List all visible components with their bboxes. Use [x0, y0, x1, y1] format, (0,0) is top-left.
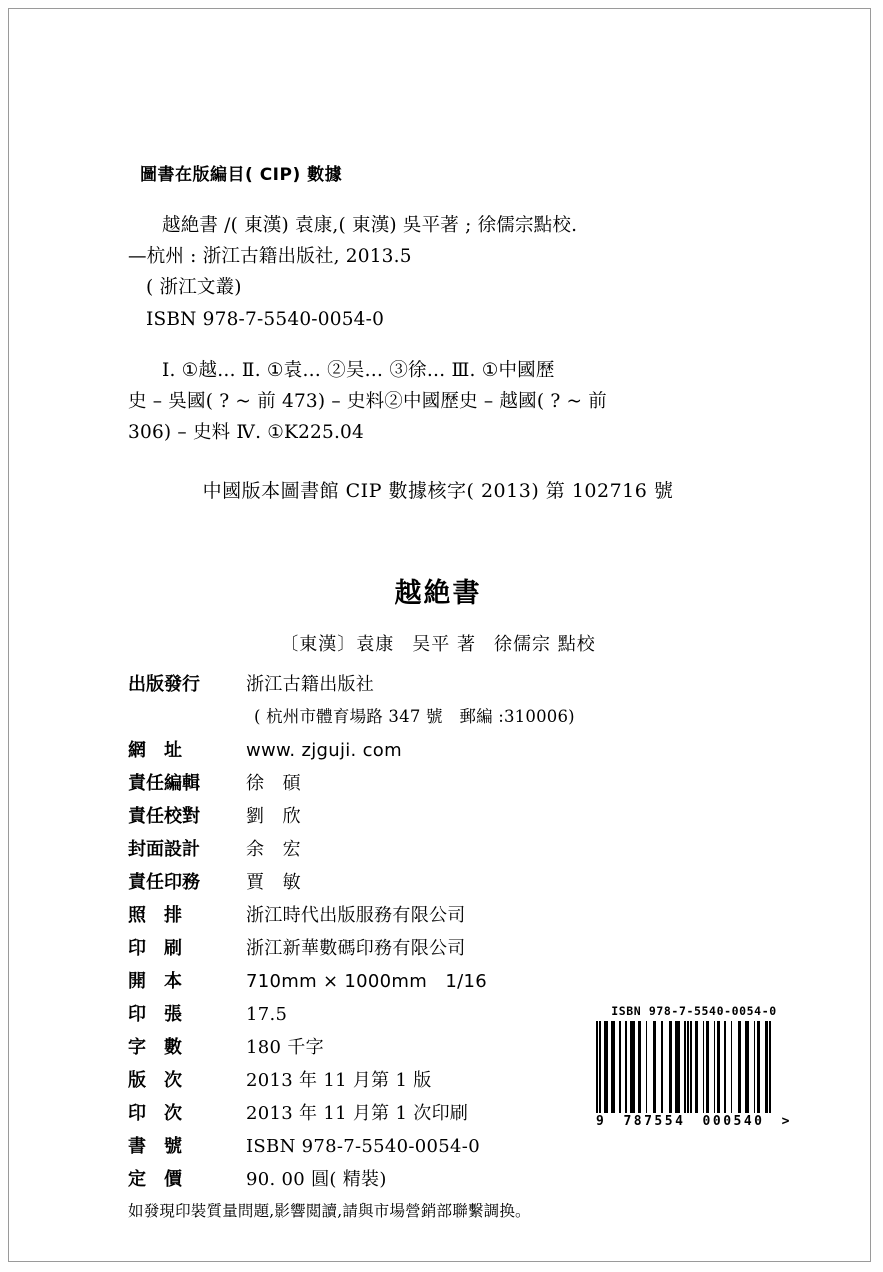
colophon-row-printing: [128, 934, 748, 960]
colophon-label: 版 次: [128, 1069, 182, 1091]
colophon-value: 浙江古籍出版社: [246, 673, 375, 695]
colophon-list: [128, 670, 748, 1221]
colophon-value: 2013 年 11 月第 1 次印刷: [246, 1102, 469, 1124]
colophon-row-format: [128, 967, 748, 993]
colophon-row-price: [128, 1165, 748, 1191]
author-name-2: 吴平: [412, 633, 451, 655]
colophon-value: www. zjguji. com: [246, 739, 402, 761]
colophon-value: 710mm × 1000mm 1/16: [246, 970, 487, 992]
barcode: [596, 1004, 792, 1129]
quality-note: 如發現印裝質量問題,影響閲讀,請與市場營銷部聯繫調换。: [128, 1201, 531, 1220]
colophon-value: 90. 00 圓( 精裝): [246, 1168, 387, 1190]
colophon-label: 出版發行: [128, 673, 200, 695]
cip-index-line-2: 史 – 吳國( ? ~ 前 473) – 史料②中國歷史 – 越國( ? ~ 前: [128, 391, 608, 413]
colophon-row-website: [128, 736, 748, 762]
colophon-row-publisher: [128, 670, 748, 696]
cip-registry-number: 中國版本圖書館 CIP 數據核字( 2013) 第 102716 號: [202, 479, 674, 502]
colophon-label: 印 次: [128, 1102, 182, 1124]
colophon-row-editor: [128, 769, 748, 795]
colophon-value: 浙江新華數碼印務有限公司: [246, 937, 466, 959]
colophon-value: 余 宏: [246, 838, 301, 860]
book-title: 越絶書: [394, 577, 482, 609]
colophon-row-isbn: [128, 1132, 748, 1158]
barcode-bars: [596, 1021, 792, 1113]
colophon-row-production: [128, 868, 748, 894]
colophon-value: 180 千字: [246, 1036, 324, 1058]
publisher-address: ( 杭州市體育場路 347 號 郵編 :310006): [254, 706, 575, 726]
colophon-row-cover-design: [128, 835, 748, 861]
colophon-label: 封面設計: [128, 838, 200, 860]
barcode-isbn-text: ISBN 978-7-5540-0054-0: [611, 1004, 777, 1018]
cip-line-4: ISBN 978-7-5540-0054-0: [146, 308, 385, 330]
colophon-label: 字 數: [128, 1036, 182, 1058]
colophon-value: 賈 敏: [246, 871, 301, 893]
colophon-label: 印 張: [128, 1003, 182, 1025]
colophon-value: 徐 碩: [246, 772, 301, 794]
colophon-value: 2013 年 11 月第 1 版: [246, 1069, 432, 1091]
barcode-digit-mid: 787554: [623, 1114, 686, 1129]
colophon-label: 開 本: [128, 970, 182, 992]
colophon-label: 責任校對: [128, 805, 200, 827]
cip-index-line-3: 306) – 史料 Ⅳ. ①K225.04: [128, 422, 365, 444]
colophon-value: 17.5: [246, 1003, 288, 1025]
colophon-value: 浙江時代出版服務有限公司: [246, 904, 466, 926]
barcode-digit-right: 000540: [702, 1114, 765, 1129]
barcode-digit-end: >: [781, 1114, 792, 1129]
colophon-label: 定 價: [128, 1168, 182, 1190]
colophon-row-typesetting: [128, 901, 748, 927]
cip-line-1: 越絶書 /( 東漢) 袁康,( 東漢) 吳平著 ; 徐儒宗點校.: [162, 215, 578, 236]
colophon-label: 書 號: [128, 1135, 182, 1157]
colophon-label: 責任編輯: [128, 772, 200, 794]
cip-index-line-1: Ⅰ. ①越… Ⅱ. ①袁… ②吴… ③徐… Ⅲ. ①中國歷: [162, 359, 555, 381]
cip-line-3: ( 浙江文叢): [146, 277, 242, 299]
author-dynasty: 〔東漢〕: [280, 633, 357, 655]
colophon-label: 印 刷: [128, 937, 182, 959]
editor-role: 點校: [557, 633, 596, 655]
author-name-1: 袁康: [356, 633, 395, 655]
author-line: [128, 630, 748, 656]
colophon-label: 責任印務: [128, 871, 200, 893]
colophon-label: 照 排: [128, 904, 182, 926]
cip-heading: 圖書在版編目( CIP) 數據: [140, 165, 343, 185]
cip-line-2: —杭州 : 浙江古籍出版社, 2013.5: [128, 246, 412, 268]
colophon-value: 劉 欣: [246, 805, 301, 827]
colophon-row-proofreader: [128, 802, 748, 828]
barcode-digits: [596, 1114, 792, 1129]
colophon-value: ISBN 978-7-5540-0054-0: [246, 1135, 480, 1157]
cip-spacer: [128, 336, 748, 356]
author-role: 著: [457, 633, 476, 655]
colophon-label: 網 址: [128, 739, 182, 761]
editor-name: 徐儒宗: [494, 633, 551, 655]
barcode-digit-left: 9: [596, 1114, 607, 1129]
